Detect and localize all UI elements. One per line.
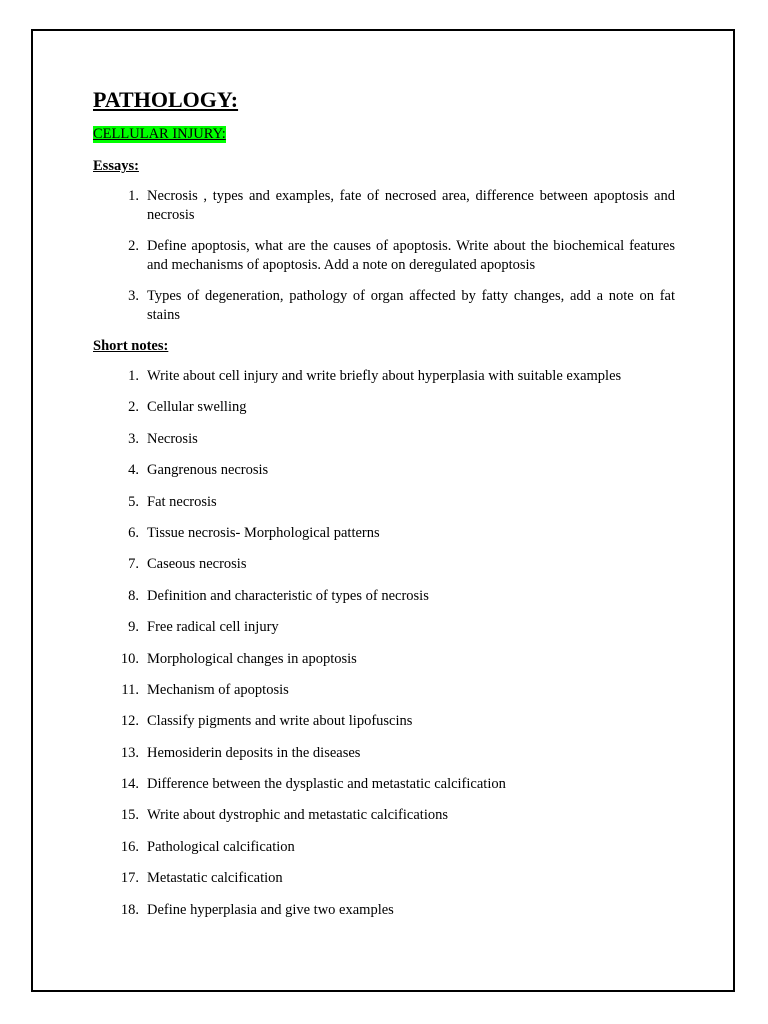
item-text: Caseous necrosis: [147, 556, 247, 573]
list-item: [93, 712, 675, 731]
list-item: [93, 237, 675, 275]
list-item: [93, 806, 675, 825]
item-text: Hemosiderin deposits in the diseases: [147, 744, 361, 761]
item-text: Types of degeneration, pathology of organ affected by fatty changes, add a note on fat stains: [147, 288, 675, 323]
item-number: 2.: [128, 399, 139, 416]
list-item: [93, 287, 675, 325]
page-title: PATHOLOGY:: [93, 87, 239, 112]
item-text: Definition and characteristic of types of necrosis: [147, 587, 429, 604]
section-subtitle: CELLULAR INJURY:: [93, 126, 226, 142]
item-number: 11.: [121, 681, 139, 698]
item-number: 7.: [128, 556, 139, 573]
list-item: [93, 838, 675, 857]
list-item: [93, 187, 675, 225]
list-item: [93, 555, 675, 574]
document-body: [93, 86, 675, 920]
item-number: 12.: [120, 713, 139, 730]
item-number: 9.: [128, 619, 139, 636]
item-text: Necrosis , types and examples, fate of necrosed area, difference between apoptosis and necrosis: [147, 188, 675, 223]
item-number: 13.: [120, 744, 139, 761]
item-text: Necrosis: [147, 430, 198, 447]
item-number: 16.: [120, 838, 139, 855]
item-text: Metastatic calcification: [147, 870, 283, 887]
item-number: 14.: [120, 776, 139, 793]
item-number: 17.: [120, 870, 139, 887]
item-number: 4.: [128, 462, 139, 479]
list-item: [93, 775, 675, 794]
item-number: 18.: [120, 901, 139, 918]
item-number: 1.: [128, 368, 139, 384]
list-item: [93, 869, 675, 888]
item-text: Free radical cell injury: [147, 619, 279, 636]
item-number: 5.: [128, 493, 139, 510]
list-item: [93, 367, 675, 386]
item-number: 3.: [128, 288, 139, 304]
item-text: Cellular swelling: [147, 399, 247, 416]
list-item: [93, 901, 675, 920]
item-text: Define hyperplasia and give two examples: [147, 901, 394, 918]
list-item: [93, 650, 675, 669]
item-number: 10.: [120, 650, 139, 667]
item-text: Classify pigments and write about lipofuscins: [147, 713, 413, 730]
list-item: [93, 744, 675, 763]
item-text: Write about cell injury and write briefly about hyperplasia with suitable examples: [147, 368, 622, 384]
item-number: 15.: [120, 807, 139, 824]
short-notes-heading: Short notes:: [93, 338, 169, 354]
item-text: Difference between the dysplastic and metastatic calcification: [147, 776, 506, 793]
essays-heading: Essays:: [93, 158, 139, 174]
item-text: Mechanism of apoptosis: [147, 681, 289, 698]
list-item: [93, 430, 675, 449]
item-text: Write about dystrophic and metastatic calcifications: [147, 807, 448, 824]
list-item: [93, 681, 675, 700]
item-text: Gangrenous necrosis: [147, 462, 269, 479]
essays-list: [93, 187, 675, 325]
item-number: 2.: [128, 238, 139, 254]
list-item: [93, 587, 675, 606]
list-item: [93, 493, 675, 512]
item-number: 6.: [128, 524, 139, 541]
list-item: [93, 524, 675, 543]
list-item: [93, 461, 675, 480]
item-text: Pathological calcification: [147, 838, 295, 855]
short-notes-list: [93, 367, 675, 920]
item-number: 8.: [128, 587, 139, 604]
item-number: 3.: [128, 430, 139, 447]
list-item: [93, 398, 675, 417]
list-item: [93, 618, 675, 637]
item-text: Define apoptosis, what are the causes of apoptosis. Write about the biochemical features and mechanisms of apoptosis. Add a note on deregulated apoptosis: [147, 238, 675, 273]
item-text: Tissue necrosis- Morphological patterns: [147, 524, 380, 541]
item-number: 1.: [128, 188, 139, 204]
item-text: Fat necrosis: [147, 493, 217, 510]
item-text: Morphological changes in apoptosis: [147, 650, 357, 667]
